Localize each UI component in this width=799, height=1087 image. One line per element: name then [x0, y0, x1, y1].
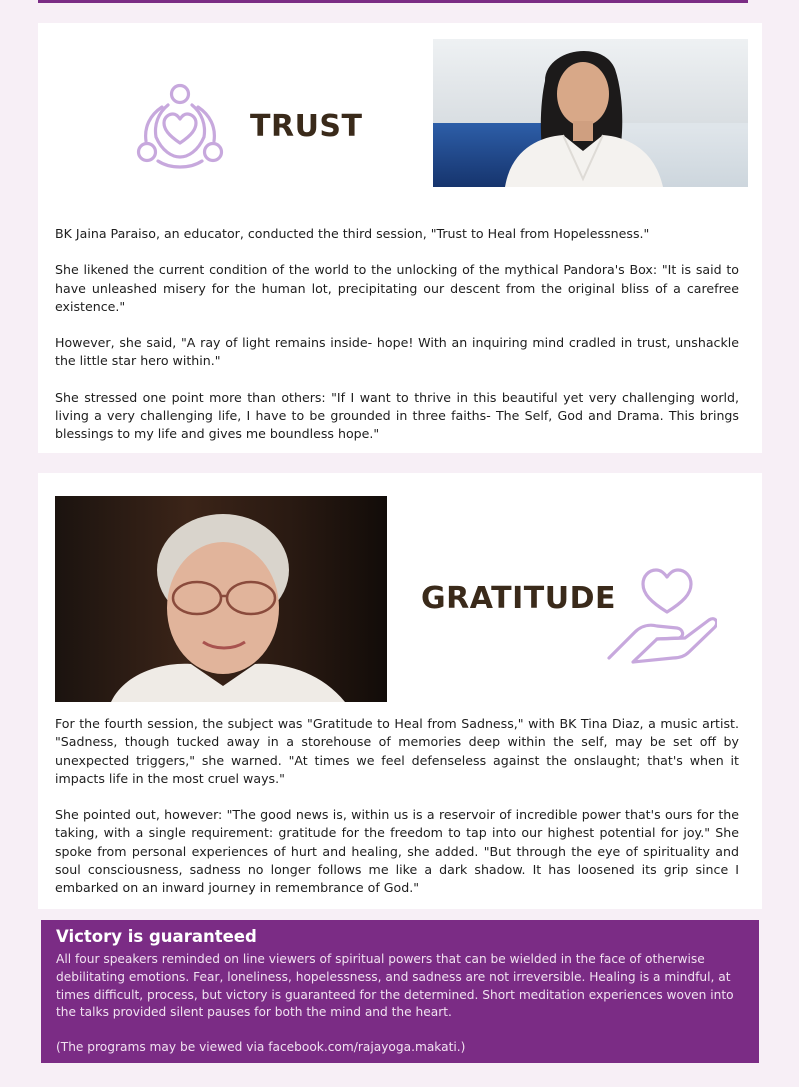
gratitude-section — [38, 473, 762, 909]
gratitude-paragraph: She pointed out, however: "The good news is, within us is a reservoir of incredible power that's ours for the taking, with a single requirement: gratitude for the freedom to tap into our highest potential for joy." She spoke from personal experiences of hurt and healing, she added. "But through the eye of spirituality and soul consciousness, sadness no longer follows me like a dark shadow. It has loosened its grip since I embarked on an inward journey in remembrance of God." — [55, 807, 739, 896]
victory-footnote: (The programs may be viewed via facebook.com/rajayoga.makati.) — [56, 1040, 466, 1055]
trust-paragraph: She stressed one point more than others: "If I want to thrive in this beautiful yet very challenging world, living a very challenging life, I have to be grounded in three faiths- The Self, God and Drama. This brings blessings to my life and gives me boundless hope." — [55, 389, 739, 442]
victory-section — [41, 920, 759, 1063]
trust-paragraph: She likened the current condition of the world to the unlocking of the mythical Pandora's Box: "It is said to have unleashed misery for the human lot, precipitating our descent from the original bliss of a carefree existence." — [55, 262, 739, 314]
trust-section — [38, 23, 762, 453]
trust-title: TRUST — [250, 109, 363, 144]
gratitude-article-text — [55, 715, 739, 898]
trust-article-text — [55, 225, 739, 444]
trust-paragraph: However, she said, "A ray of light remains inside- hope! With an inquiring mind cradled in trust, unshackle the little star hero within." — [55, 335, 739, 369]
victory-text — [56, 951, 746, 1074]
gratitude-title: GRATITUDE — [421, 581, 616, 616]
victory-heading: Victory is guaranteed — [56, 927, 257, 946]
trust-paragraph: BK Jaina Paraiso, an educator, conducted the third session, "Trust to Heal from Hopelessness." — [55, 226, 650, 241]
speaker-photo-jaina-paraiso — [433, 39, 748, 187]
trust-hands-heart-icon — [132, 81, 228, 171]
top-accent-bar — [38, 0, 748, 3]
heart-in-hand-icon — [605, 566, 717, 666]
gratitude-paragraph: For the fourth session, the subject was "Gratitude to Heal from Sadness," with BK Tina Diaz, a music artist. "Sadness, though tucked away in a storehouse of memories deep within the self, may be set off by unexpected triggers," she warned. "At times we feel defenseless against the onslaught; that's when it impacts life in the most cruel ways." — [55, 716, 739, 786]
victory-paragraph: All four speakers reminded on line viewers of spiritual powers that can be wielded in the face of otherwise debilitating emotions. Fear, loneliness, hopelessness, and sadness are not irreversible. Healing is a mindful, at times difficult, process, but victory is guaranteed for the determined. Short meditation experiences woven into the talks provided silent pauses for both the mind and the heart. — [56, 952, 734, 1020]
speaker-photo-tina-diaz — [55, 496, 387, 702]
